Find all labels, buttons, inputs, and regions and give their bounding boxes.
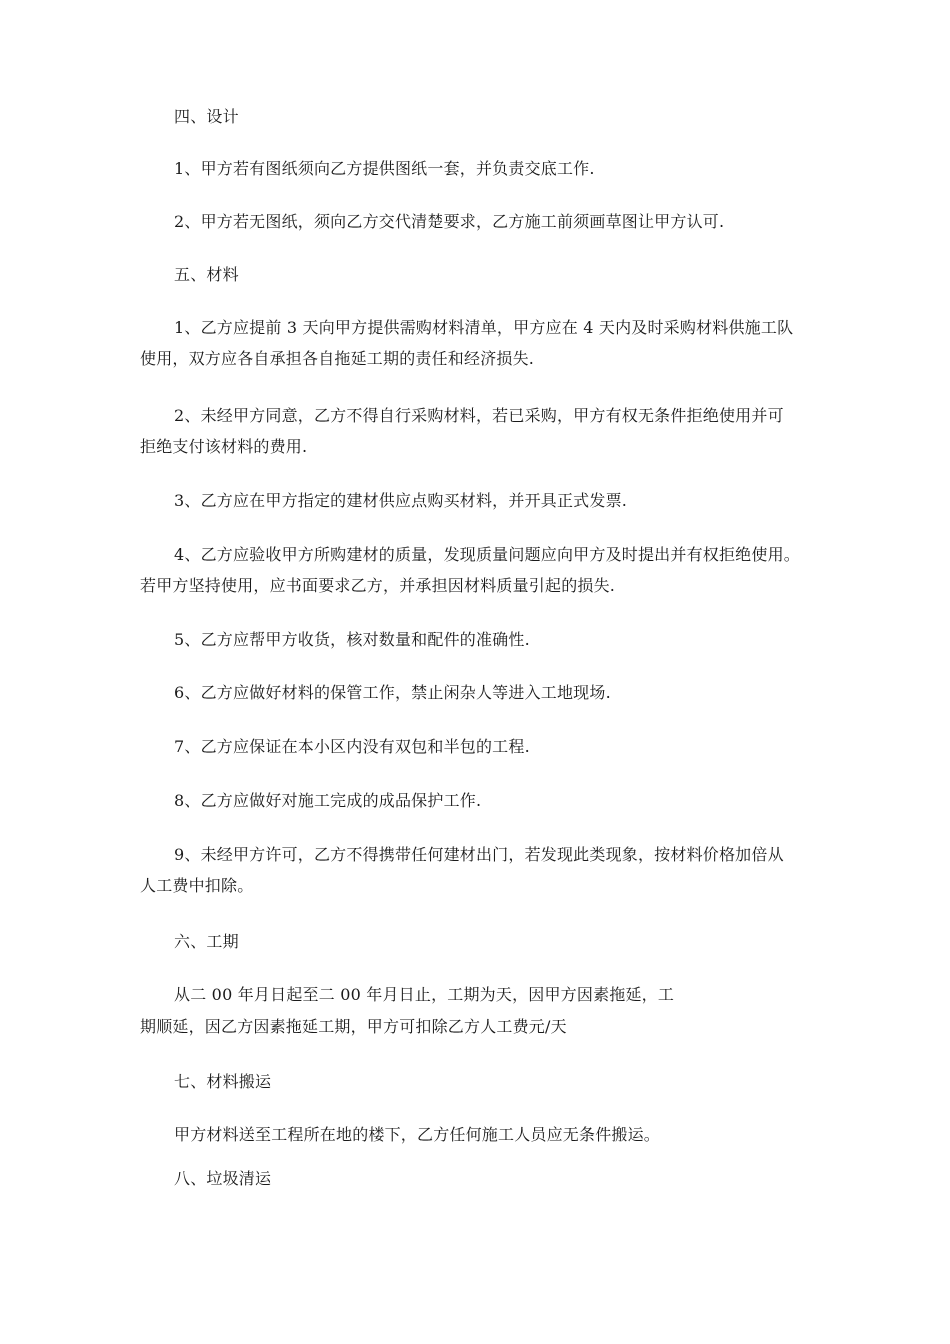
materials-clause-9-line-1: 9、未经甲方许可，乙方不得携带任何建材出门，若发现此类现象，按材料价格加倍从 <box>174 845 784 864</box>
materials-clause-1-line-1: 1、乙方应提前 3 天向甲方提供需购材料清单，甲方应在 4 天内及时采购材料供施工队 <box>174 318 794 337</box>
materials-clause-4-line-2: 若甲方坚持使用，应书面要求乙方，并承担因材料质量引起的损失. <box>140 576 616 595</box>
schedule-text-line-2: 期顺延，因乙方因素拖延工期，甲方可扣除乙方人工费元/天 <box>140 1017 567 1036</box>
section-heading-materials: 五、材料 <box>174 265 239 284</box>
materials-clause-6: 6、乙方应做好材料的保管工作，禁止闲杂人等进入工地现场. <box>174 683 611 702</box>
material-handling-text: 甲方材料送至工程所在地的楼下，乙方任何施工人员应无条件搬运。 <box>174 1125 661 1144</box>
materials-clause-9-line-2: 人工费中扣除。 <box>140 876 254 895</box>
materials-clause-3: 3、乙方应在甲方指定的建材供应点购买材料，并开具正式发票. <box>174 491 628 510</box>
materials-clause-2-line-2: 拒绝支付该材料的费用. <box>140 437 308 456</box>
materials-clause-1-line-2: 使用，双方应各自承担各自拖延工期的责任和经济损失. <box>140 349 535 368</box>
design-clause-1: 1、甲方若有图纸须向乙方提供图纸一套，并负责交底工作. <box>174 159 595 178</box>
section-heading-schedule: 六、工期 <box>174 932 239 951</box>
section-heading-waste-removal: 八、垃圾清运 <box>174 1169 272 1188</box>
materials-clause-8: 8、乙方应做好对施工完成的成品保护工作. <box>174 791 482 810</box>
materials-clause-7: 7、乙方应保证在本小区内没有双包和半包的工程. <box>174 737 530 756</box>
materials-clause-2-line-1: 2、未经甲方同意，乙方不得自行采购材料，若已采购，甲方有权无条件拒绝使用并可 <box>174 406 784 425</box>
schedule-text-line-1: 从二 00 年月日起至二 00 年月日止，工期为天，因甲方因素拖延，工 <box>174 985 675 1004</box>
design-clause-2: 2、甲方若无图纸，须向乙方交代清楚要求，乙方施工前须画草图让甲方认可. <box>174 212 725 231</box>
section-heading-material-handling: 七、材料搬运 <box>174 1072 272 1091</box>
materials-clause-5: 5、乙方应帮甲方收货，核对数量和配件的准确性. <box>174 630 530 649</box>
materials-clause-4-line-1: 4、乙方应验收甲方所购建材的质量，发现质量问题应向甲方及时提出并有权拒绝使用。 <box>174 545 800 564</box>
section-heading-design: 四、设计 <box>174 107 239 126</box>
